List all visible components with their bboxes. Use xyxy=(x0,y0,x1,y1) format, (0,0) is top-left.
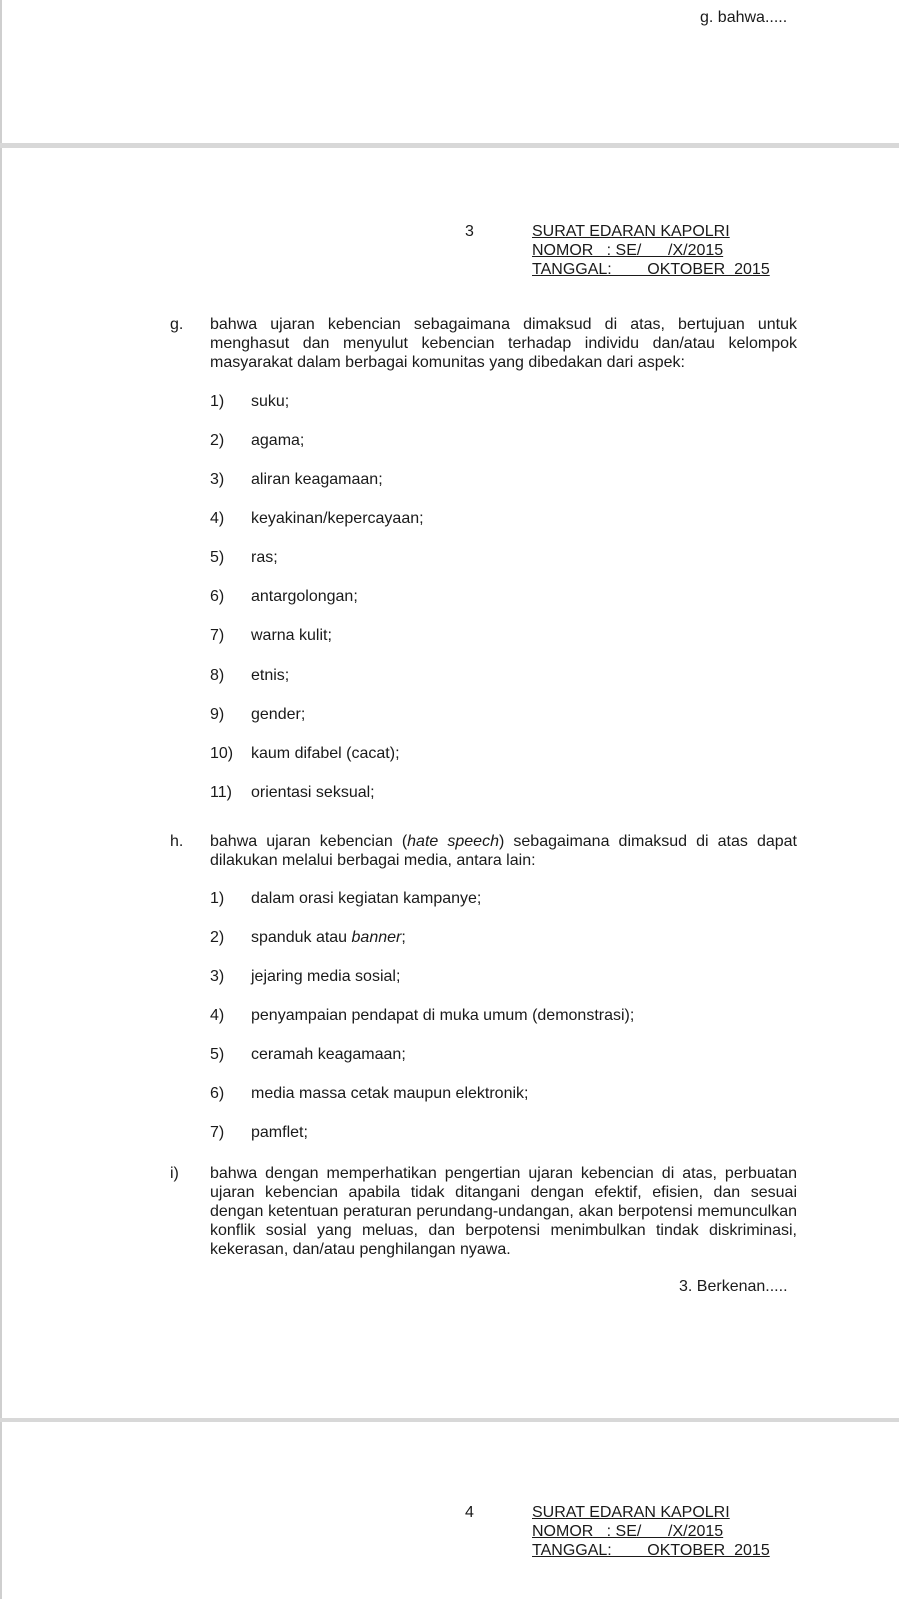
section-paragraph: bahwa dengan memperhatikan pengertian ujaran kebencian di atas, perbuatan ujaran kebencian apabila tidak ditangani dengan efektif, efisien, dan sesuai dengan ketentuan peraturan perundang-undangan, akan berpotensi memunculkan konflik sosial yang meluas, dan berpotensi menimbulkan tindak diskriminasi, kekerasan, dan/atau penghilangan nyawa. xyxy=(210,1165,797,1258)
section-paragraph xyxy=(210,832,797,870)
list-item-number: 1) xyxy=(210,890,225,907)
document-page-3 xyxy=(0,148,899,1418)
list-item: keyakinan/kepercayaan; xyxy=(251,510,424,527)
paragraph-text: bahwa ujaran kebencian ( xyxy=(210,833,408,850)
list-item-number: 4) xyxy=(210,1007,225,1024)
section-marker: h. xyxy=(170,833,184,850)
list-item-number: 3) xyxy=(210,968,225,985)
list-item: suku; xyxy=(251,393,290,410)
list-item: ras; xyxy=(251,549,278,566)
list-item-number: 5) xyxy=(210,1046,225,1063)
list-item xyxy=(251,928,406,947)
continuation-note: 3. Berkenan..... xyxy=(679,1278,788,1295)
list-item: dalam orasi kegiatan kampanye; xyxy=(251,890,482,907)
list-item: ceramah keagamaan; xyxy=(251,1046,406,1063)
paragraph-text: ) sebagaimana dimaksud di atas dapat dilakukan melalui berbagai media, antara lain: xyxy=(210,833,798,869)
list-item-number: 8) xyxy=(210,667,225,684)
list-item: kaum difabel (cacat); xyxy=(251,745,400,762)
continuation-note: g. bahwa..... xyxy=(700,9,788,26)
page-fragment-top xyxy=(0,0,899,143)
list-item: jejaring media sosial; xyxy=(251,968,401,985)
list-item-number: 2) xyxy=(210,929,225,946)
section-marker: i) xyxy=(170,1165,179,1182)
section-marker: g. xyxy=(170,316,184,333)
header-tanggal: TANGGAL: OKTOBER 2015 xyxy=(532,261,770,278)
list-item: penyampaian pendapat di muka umum (demonstrasi); xyxy=(251,1007,635,1024)
page-number: 3 xyxy=(465,223,474,240)
list-item-number: 4) xyxy=(210,510,225,527)
header-tanggal: TANGGAL: OKTOBER 2015 xyxy=(532,1542,770,1559)
list-item: gender; xyxy=(251,706,306,723)
list-item-number: 11) xyxy=(210,784,232,801)
list-item-number: 6) xyxy=(210,588,225,605)
list-item-text: spanduk atau xyxy=(251,929,352,946)
list-item-number: 1) xyxy=(210,393,225,410)
list-item-number: 7) xyxy=(210,1124,225,1141)
header-title: SURAT EDARAN KAPOLRI xyxy=(532,1504,730,1521)
list-item-number: 6) xyxy=(210,1085,225,1102)
section-paragraph: bahwa ujaran kebencian sebagaimana dimaksud di atas, bertujuan untuk menghasut dan menyulut kebencian terhadap individu dan/atau kelompok masyarakat dalam berbagai komunitas yang dibedakan dari aspek: xyxy=(210,316,797,371)
list-item-number: 2) xyxy=(210,432,225,449)
list-item: orientasi seksual; xyxy=(251,784,375,801)
list-item: warna kulit; xyxy=(251,627,332,644)
list-item-italic-term: banner xyxy=(351,929,402,946)
list-item: etnis; xyxy=(251,667,290,684)
list-item: aliran keagamaan; xyxy=(251,471,383,488)
header-title: SURAT EDARAN KAPOLRI xyxy=(532,223,730,240)
header-nomor: NOMOR : SE/ /X/2015 xyxy=(532,242,724,259)
list-item: pamflet; xyxy=(251,1124,308,1141)
list-item-number: 9) xyxy=(210,706,225,723)
header-nomor: NOMOR : SE/ /X/2015 xyxy=(532,1523,724,1540)
list-item-number: 7) xyxy=(210,627,225,644)
list-item-number: 10) xyxy=(210,745,234,762)
list-item: media massa cetak maupun elektronik; xyxy=(251,1085,529,1102)
paragraph-italic-term: hate speech xyxy=(407,833,499,850)
page-number: 4 xyxy=(465,1504,474,1521)
list-item-text: ; xyxy=(401,929,406,946)
list-item: agama; xyxy=(251,432,305,449)
list-item-number: 3) xyxy=(210,471,225,488)
document-page-4 xyxy=(0,1422,899,1599)
list-item: antargolongan; xyxy=(251,588,358,605)
list-item-number: 5) xyxy=(210,549,225,566)
